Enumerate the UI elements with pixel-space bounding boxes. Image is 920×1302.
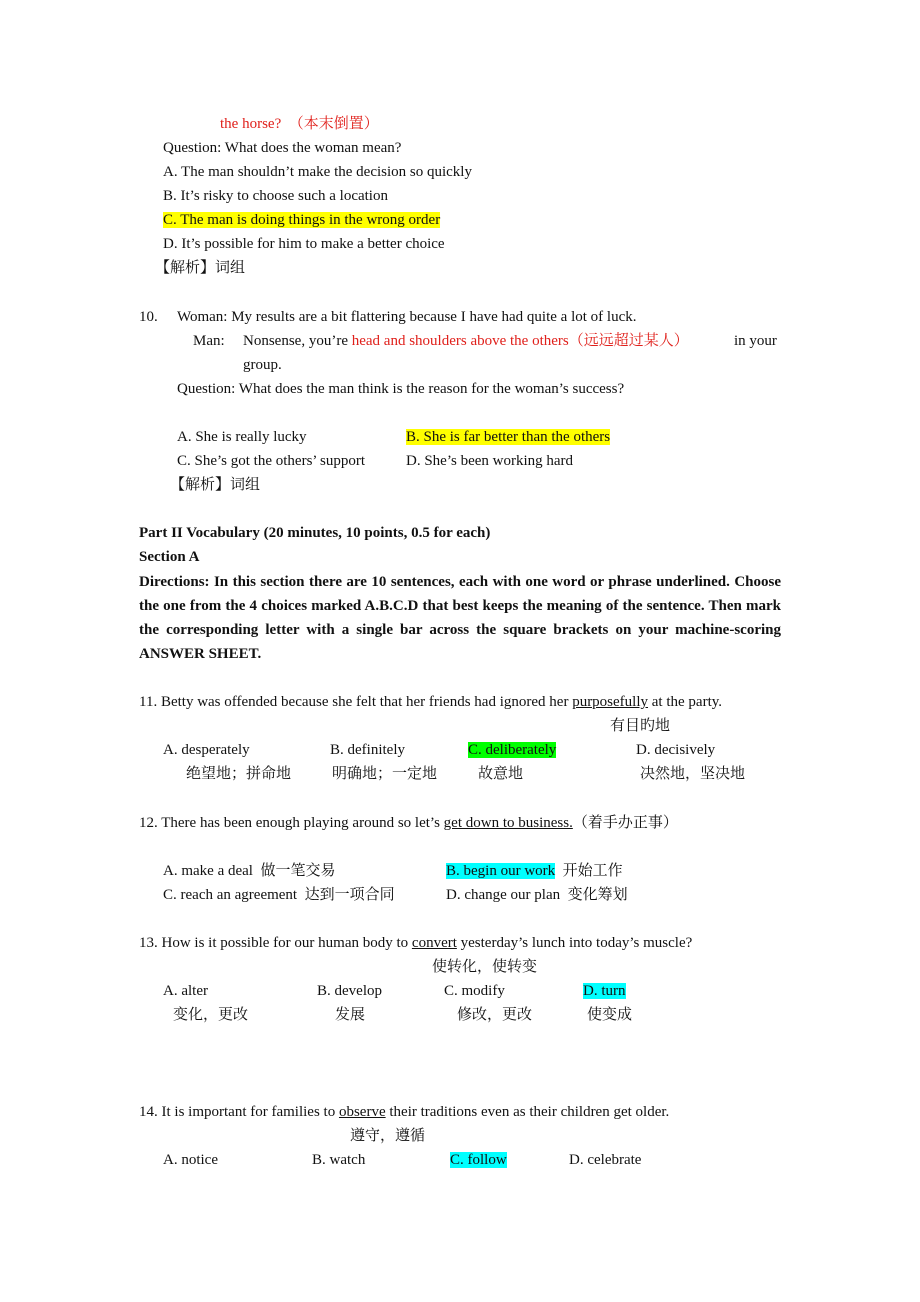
q14-option-c [450,1150,507,1170]
q12-option-d-cn: 变化筹划 [567,887,628,903]
q13-option-a: A. alter [163,983,208,999]
q10-option-c: C. She’s got the others’ support [177,453,366,469]
q12-option-c [163,885,395,905]
q10-man-line [243,331,689,351]
q12-option-b-cn: 开始工作 [562,863,623,879]
q9-option-c [163,210,440,230]
q13-stem [139,933,692,953]
q10-man-prefix: Man: [193,333,225,349]
q13-option-d-cn: 使变成 [587,1007,633,1023]
q14-option-c-text: C. follow [450,1152,507,1168]
q10-man-cont: group. [243,357,282,373]
q10-man-suffix: in your [734,333,777,349]
q12-option-d [446,885,628,905]
q12-option-c-cn: 达到一项合同 [304,887,395,903]
q12-phrase: get down to business. [443,815,573,831]
q10-man-note: （远远超过某人） [568,333,689,349]
q13-option-b-cn: 发展 [335,1007,366,1023]
q10-option-d: D. She’s been working hard [406,453,574,469]
q14-stem [139,1102,669,1122]
q13-option-b: B. develop [317,983,382,999]
q12-option-a-cn: 做一笔交易 [260,863,336,879]
q9-option-c-text: C. The man is doing things in the wrong order [163,212,441,228]
q14-word-cn: 遵守，遵循 [350,1128,426,1144]
q10-question: Question: What does the man think is the reason for the woman’s success? [177,381,625,397]
q14-option-b: B. watch [312,1152,366,1168]
q12-option-b [446,861,623,881]
q11-option-d-cn: 决然地，坚决地 [640,766,746,782]
q11-option-b-cn: 明确地；一定地 [332,766,438,782]
q9-option-b: B. It’s risky to choose such a location [163,188,388,204]
q12-option-d-text: D. change our plan [446,887,561,903]
q13-option-a-cn: 变化，更改 [173,1007,249,1023]
q13-option-d-text: D. turn [583,983,626,999]
q13-post: yesterday’s lunch into today’s muscle? [460,935,693,951]
q9-stem-note: （本末倒置） [288,116,379,132]
q10-option-b-text: B. She is far better than the others [406,429,611,445]
q10-option-b [406,427,610,447]
q12-note: （着手办正事） [572,815,678,831]
q9-question: Question: What does the woman mean? [163,140,402,156]
q14-option-a: A. notice [163,1152,218,1168]
q12-pre: 12. There has been enough playing around so let’s [139,815,440,831]
q12-option-c-text: C. reach an agreement [163,887,298,903]
q13-word-cn: 使转化，使转变 [432,959,538,975]
q11-option-c [468,740,556,760]
q11-post: at the party. [651,694,723,710]
q9-stem-tail-text: the horse? [220,116,282,132]
q14-post: their traditions even as their children get older. [389,1104,670,1120]
q14-pre: 14. It is important for families to [139,1104,336,1120]
q10-analysis: 【解析】词组 [170,477,261,493]
q12-option-b-text: B. begin our work [446,863,556,879]
q9-option-a: A. The man shouldn’t make the decision so quickly [163,164,472,180]
part2-directions: Directions: In this section there are 10 sentences, each with one word or phrase underlined. Choose the one from the 4 choices marked A.B.C.D that best keeps the meaning of the sentence. Then mark the corresponding letter with a single bar across the square brackets on your machine-scoring ANSWER SHEET. [139,574,781,662]
q9-option-d: D. It’s possible for him to make a better choice [163,236,445,252]
q10-option-a: A. She is really lucky [177,429,307,445]
q9-stem-tail [220,114,379,134]
q13-option-c-cn: 修改，更改 [457,1007,533,1023]
q11-stem [139,692,722,712]
q13-option-c: C. modify [444,983,505,999]
q11-option-a-cn: 绝望地；拼命地 [186,766,292,782]
q10-man-phrase: head and shoulders above the others [351,333,569,349]
q12-option-a-text: A. make a deal [163,863,253,879]
q11-pre: 11. Betty was offended because she felt that her friends had ignored her [139,694,569,710]
q10-woman: Woman: My results are a bit flattering because I have had quite a lot of luck. [177,309,637,325]
q11-option-a: A. desperately [163,742,250,758]
q10-man-text: Nonsense, you’re [243,333,348,349]
q11-word-cn: 有目旳地 [610,718,671,734]
q11-option-d: D. decisively [636,742,716,758]
q10-number: 10. [139,309,158,325]
q13-option-d [583,981,626,1001]
q12-stem [139,813,678,833]
part2-section: Section A [139,549,200,565]
part2-title: Part II Vocabulary (20 minutes, 10 points, 0.5 for each) [139,525,491,541]
q11-option-c-cn: 故意地 [478,766,524,782]
q13-pre: 13. How is it possible for our human body to [139,935,409,951]
q12-option-a [163,861,335,881]
q14-word: observe [338,1104,386,1120]
q11-option-b: B. definitely [330,742,405,758]
q13-word: convert [411,935,457,951]
q14-option-d: D. celebrate [569,1152,642,1168]
q11-word: purposefully [572,694,649,710]
q9-analysis: 【解析】词组 [155,260,246,276]
q11-option-c-text: C. deliberately [468,742,557,758]
